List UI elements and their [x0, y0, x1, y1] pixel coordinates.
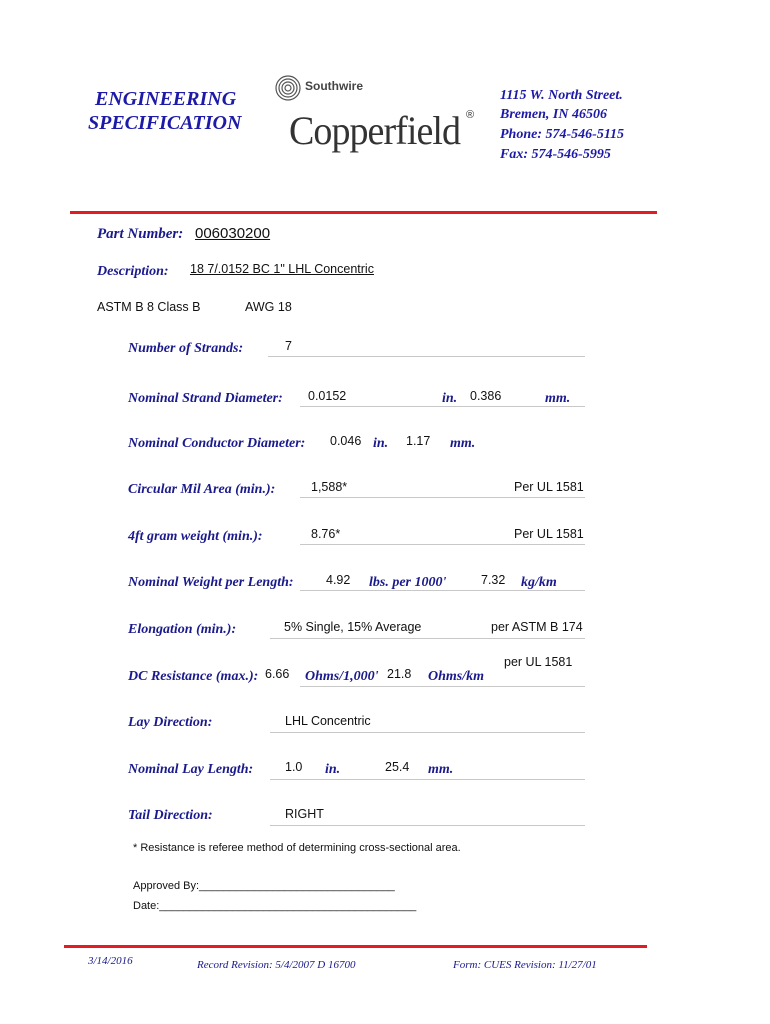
conductor-diameter-label: Nominal Conductor Diameter:: [128, 436, 306, 451]
weight-kg-value: 7.32: [481, 573, 506, 587]
copperfield-logo: Copperfield: [289, 108, 461, 153]
approved-by-line: Approved By:________________________________: [133, 880, 395, 892]
gram-weight-label: 4ft gram weight (min.):: [128, 529, 263, 544]
strands-rule: [268, 356, 585, 357]
weight-lbs-value: 4.92: [326, 573, 351, 587]
phone-number: Phone: 574-546-5115: [500, 127, 625, 142]
registered-mark: ®: [466, 109, 475, 121]
dc-resistance-ref: per UL 1581: [504, 655, 573, 669]
elongation-ref: per ASTM B 174: [491, 620, 583, 634]
circular-mil-value: 1,588*: [311, 480, 348, 494]
strands-label: Number of Strands:: [128, 341, 244, 356]
gram-weight-rule: [300, 544, 585, 545]
strand-diameter-mm-unit: mm.: [545, 391, 571, 406]
footer-form-revision: Form: CUES Revision: 11/27/01: [453, 959, 597, 971]
spec-title-line1: ENGINEERING: [95, 88, 237, 110]
southwire-wordmark: Southwire: [305, 79, 364, 93]
lay-length-mm-value: 25.4: [385, 760, 410, 774]
astm-spec: ASTM B 8 Class B: [97, 300, 201, 314]
strand-diameter-in-value: 0.0152: [308, 389, 347, 403]
weight-lbs-unit: lbs. per 1000': [369, 575, 447, 590]
conductor-diameter-mm-unit: mm.: [450, 436, 476, 451]
gram-weight-value: 8.76*: [311, 527, 341, 541]
resistance-note: * Resistance is referee method of determining cross-sectional area.: [133, 842, 461, 854]
elongation-label: Elongation (min.):: [128, 622, 237, 637]
date-line: Date:__________________________________________: [133, 900, 417, 912]
dc-resistance-unit1: Ohms/1,000': [305, 669, 379, 684]
fax-number: Fax: 574-546-5995: [500, 147, 611, 162]
tail-direction-rule: [270, 825, 585, 826]
footer-divider: [64, 945, 647, 948]
conductor-diameter-mm-value: 1.17: [406, 434, 431, 448]
description-value: 18 7/.0152 BC 1" LHL Concentric: [190, 262, 374, 276]
tail-direction-value: RIGHT: [285, 807, 324, 821]
southwire-swirl-icon: [273, 73, 303, 103]
tail-direction-label: Tail Direction:: [128, 808, 213, 823]
dc-resistance-value1: 6.66: [265, 667, 290, 681]
lay-direction-rule: [270, 732, 585, 733]
conductor-diameter-in-unit: in.: [373, 436, 389, 451]
strand-diameter-rule: [300, 406, 585, 407]
southwire-logo: [273, 73, 383, 103]
gram-weight-ref: Per UL 1581: [514, 527, 584, 541]
dc-resistance-unit2: Ohms/km: [428, 669, 485, 684]
part-number-label: Part Number:: [97, 226, 184, 242]
lay-direction-value: LHL Concentric: [285, 714, 371, 728]
lay-length-in-value: 1.0: [285, 760, 303, 774]
lay-length-mm-unit: mm.: [428, 762, 454, 777]
footer-record-revision: Record Revision: 5/4/2007 D 16700: [197, 959, 356, 971]
weight-length-label: Nominal Weight per Length:: [128, 575, 294, 590]
spec-title-line2: SPECIFICATION: [88, 112, 242, 134]
awg-size: AWG 18: [245, 300, 292, 314]
strand-diameter-label: Nominal Strand Diameter:: [128, 391, 283, 406]
elongation-value: 5% Single, 15% Average: [284, 620, 422, 634]
elongation-rule: [270, 638, 585, 639]
conductor-diameter-in-value: 0.046: [330, 434, 362, 448]
address-line1: 1115 W. North Street.: [500, 88, 623, 103]
circular-mil-ref: Per UL 1581: [514, 480, 584, 494]
strand-diameter-in-unit: in.: [442, 391, 458, 406]
weight-length-rule: [300, 590, 585, 591]
lay-length-label: Nominal Lay Length:: [128, 762, 254, 777]
lay-length-in-unit: in.: [325, 762, 341, 777]
lay-direction-label: Lay Direction:: [128, 715, 213, 730]
footer-date: 3/14/2016: [88, 955, 133, 967]
description-label: Description:: [97, 264, 169, 279]
part-number-value: 006030200: [195, 225, 271, 242]
strands-value: 7: [285, 339, 292, 353]
circular-mil-rule: [300, 497, 585, 498]
dc-resistance-rule: [300, 686, 585, 687]
lay-length-rule: [270, 779, 585, 780]
strand-diameter-mm-value: 0.386: [470, 389, 502, 403]
weight-kg-unit: kg/km: [521, 575, 557, 590]
dc-resistance-label: DC Resistance (max.):: [128, 669, 259, 684]
address-line2: Bremen, IN 46506: [500, 107, 607, 122]
dc-resistance-value2: 21.8: [387, 667, 412, 681]
header-divider: [70, 211, 657, 214]
circular-mil-label: Circular Mil Area (min.):: [128, 482, 276, 497]
